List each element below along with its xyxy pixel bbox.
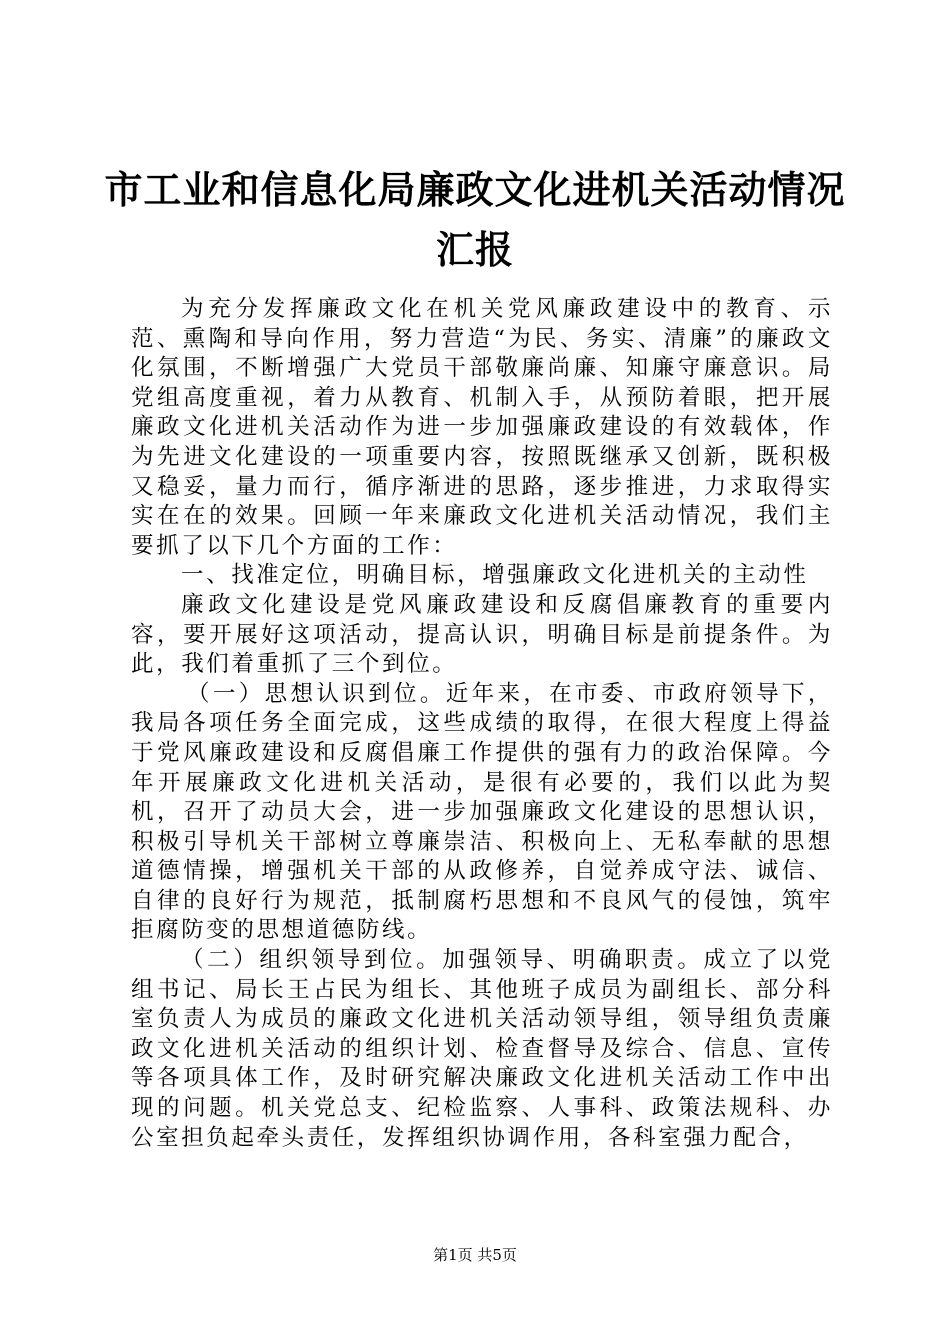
subsection-2-paragraph: （二）组织领导到位。加强领导、明确职责。成立了以党组书记、局长王占民为组长、其他班子成员为副组长、部分科室负责人为成员的廉政文化进机关活动领导组，领导组负责廉政文化进机关活动的组织计划、检查督导及综合、信息、宣传等各项具体工作，及时研究解决廉政文化进机关活动工作中出现的问题。机关党总支、纪检监察、人事科、政策法规科、办公室担负起牵头责任，发挥组织协调作用，各科室强力配合， xyxy=(131,947,833,1151)
intro-paragraph: 为充分发挥廉政文化在机关党风廉政建设中的教育、示范、熏陶和导向作用，努力营造“为民、务实、清廉”的廉政文化氛围，不断增强广大党员干部敬廉尚廉、知廉守廉意识。局党组高度重视，着力从教育、机制入手，从预防着眼，把开展廉政文化进机关活动作为进一步加强廉政建设的有效载体，作为先进文化建设的一项重要内容，按照既继承又创新，既积极又稳妥，量力而行，循序渐进的思路，逐步推进，力求取得实实在在的效果。回顾一年来廉政文化进机关活动情况，我们主要抓了以下几个方面的工作： xyxy=(131,296,833,559)
section-heading-1: 一、找准定位，明确目标，增强廉政文化进机关的主动性 xyxy=(181,562,809,589)
page-footer: 第1页 共5页 xyxy=(433,1246,517,1264)
document-title: 市工业和信息化局廉政文化进机关活动情况汇报 xyxy=(104,167,846,272)
document-body xyxy=(131,295,833,1153)
section-1-paragraph: 廉政文化建设是党风廉政建设和反腐倡廉教育的重要内容，要开展好这项活动，提高认识，明确目标是前提条件。为此，我们着重抓了三个到位。 xyxy=(131,591,833,678)
subsection-1-paragraph: （一）思想认识到位。近年来，在市委、市政府领导下，我局各项任务全面完成，这些成绩的取得，在很大程度上得益于党风廉政建设和反腐倡廉工作提供的强有力的政治保障。今年开展廉政文化进机关活动，是很有必要的，我们以此为契机，召开了动员大会，进一步加强廉政文化建设的思想认识，积极引导机关干部树立尊廉崇洁、积极向上、无私奉献的思想道德情操，增强机关干部的从政修养，自觉养成守法、诚信、自律的良好行为规范，抵制腐朽思想和不良风气的侵蚀，筑牢拒腐防变的思想道德防线。 xyxy=(131,680,833,944)
